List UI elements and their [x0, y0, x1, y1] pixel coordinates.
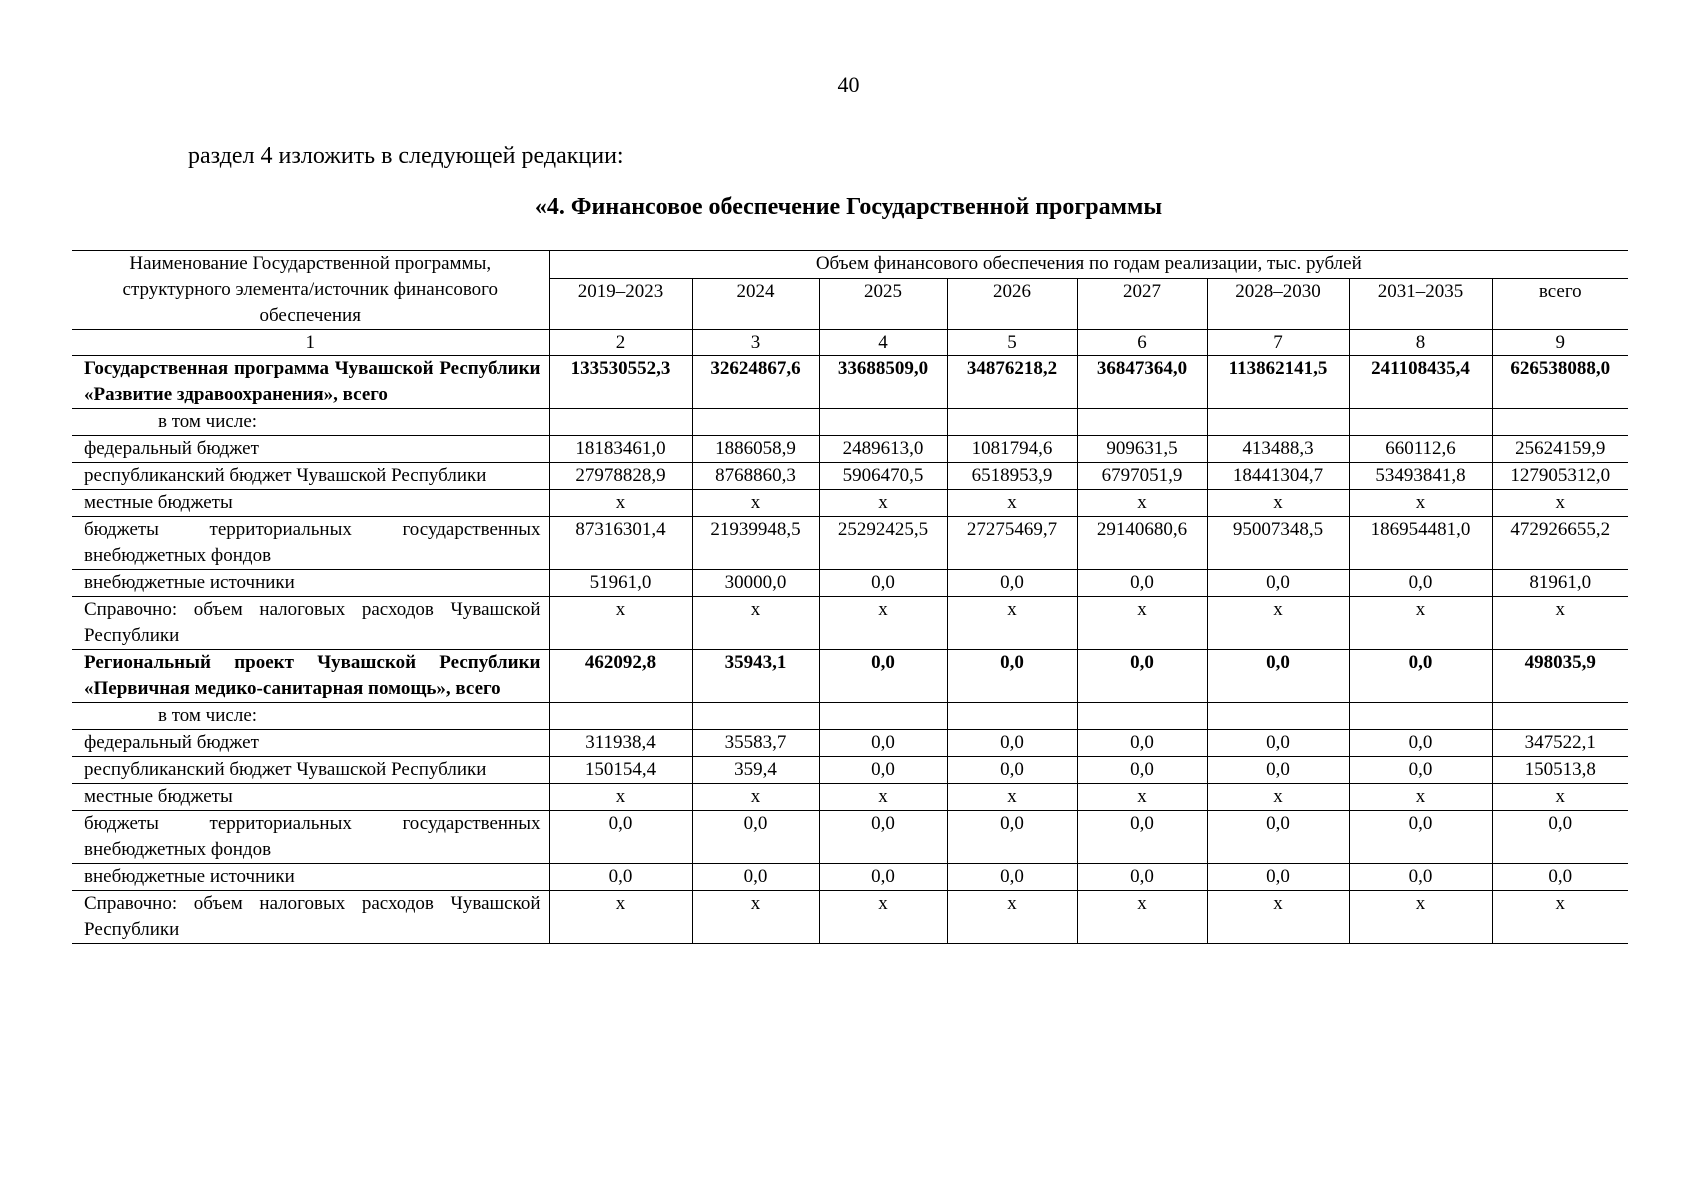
intro-text: раздел 4 изложить в следующей редакции:	[188, 143, 624, 169]
row-value: 81961,0	[1492, 570, 1628, 597]
table-row	[72, 409, 1628, 436]
row-value	[549, 409, 692, 436]
column-number: 9	[1492, 330, 1628, 356]
row-value: 6518953,9	[947, 463, 1077, 490]
header-year: 2025	[819, 279, 947, 330]
row-value: 0,0	[549, 864, 692, 891]
row-value: x	[549, 891, 692, 944]
header-year: 2019–2023	[549, 279, 692, 330]
row-value: x	[819, 597, 947, 650]
table-row	[72, 490, 1628, 517]
column-number: 1	[72, 330, 549, 356]
table-row	[72, 703, 1628, 730]
row-name: Государственная программа Чувашской Республики «Развитие здравоохранения», всего	[72, 356, 549, 409]
row-value: 0,0	[819, 864, 947, 891]
table-row	[72, 811, 1628, 864]
row-name: республиканский бюджет Чувашской Республики	[72, 757, 549, 784]
row-value: x	[947, 597, 1077, 650]
row-value: x	[1492, 784, 1628, 811]
row-value: 0,0	[1207, 570, 1349, 597]
row-value	[1207, 703, 1349, 730]
row-value: 0,0	[819, 811, 947, 864]
row-value: x	[1492, 490, 1628, 517]
row-value: x	[1492, 891, 1628, 944]
row-name: федеральный бюджет	[72, 436, 549, 463]
row-value: x	[692, 490, 819, 517]
row-value	[549, 703, 692, 730]
row-value: 34876218,2	[947, 356, 1077, 409]
row-value	[1077, 409, 1207, 436]
row-value: x	[1349, 597, 1492, 650]
row-value: 0,0	[1349, 570, 1492, 597]
row-value: 1081794,6	[947, 436, 1077, 463]
row-value: 241108435,4	[1349, 356, 1492, 409]
row-value: 0,0	[947, 811, 1077, 864]
table-row	[72, 891, 1628, 944]
row-value: 0,0	[947, 570, 1077, 597]
row-value: 0,0	[1349, 757, 1492, 784]
table-row	[72, 864, 1628, 891]
column-number: 2	[549, 330, 692, 356]
row-value: 8768860,3	[692, 463, 819, 490]
row-value: 0,0	[1349, 650, 1492, 703]
row-value: x	[692, 891, 819, 944]
row-name: в том числе:	[72, 409, 549, 436]
row-value: 133530552,3	[549, 356, 692, 409]
row-value: x	[1077, 784, 1207, 811]
header-row-volume	[72, 251, 1628, 279]
row-value	[1349, 703, 1492, 730]
row-name: федеральный бюджет	[72, 730, 549, 757]
row-value: 0,0	[1077, 811, 1207, 864]
row-value: 498035,9	[1492, 650, 1628, 703]
row-value	[947, 409, 1077, 436]
row-value: 0,0	[1492, 811, 1628, 864]
page-number: 40	[837, 72, 860, 97]
header-total: всего	[1492, 279, 1628, 330]
row-value	[1207, 409, 1349, 436]
row-value: 0,0	[947, 650, 1077, 703]
row-name: Справочно: объем налоговых расходов Чувашской Республики	[72, 597, 549, 650]
row-value: 0,0	[692, 811, 819, 864]
row-value: 0,0	[1077, 864, 1207, 891]
row-value: x	[819, 784, 947, 811]
header-row-column-numbers	[72, 330, 1628, 356]
row-value: 0,0	[947, 757, 1077, 784]
row-value	[1077, 703, 1207, 730]
row-value: 0,0	[692, 864, 819, 891]
row-value: x	[1077, 490, 1207, 517]
row-value: x	[947, 490, 1077, 517]
row-value: 0,0	[1207, 757, 1349, 784]
row-value	[1349, 409, 1492, 436]
row-value: 0,0	[947, 864, 1077, 891]
row-value: x	[1349, 490, 1492, 517]
column-number: 3	[692, 330, 819, 356]
header-year: 2031–2035	[1349, 279, 1492, 330]
row-value: 186954481,0	[1349, 517, 1492, 570]
row-value: x	[692, 597, 819, 650]
row-value: 472926655,2	[1492, 517, 1628, 570]
header-year: 2027	[1077, 279, 1207, 330]
row-name: местные бюджеты	[72, 784, 549, 811]
row-value: x	[692, 784, 819, 811]
row-value: x	[1349, 784, 1492, 811]
row-value: 18441304,7	[1207, 463, 1349, 490]
row-value: 0,0	[1077, 570, 1207, 597]
row-value: 0,0	[1207, 811, 1349, 864]
row-value: 150513,8	[1492, 757, 1628, 784]
row-value: 2489613,0	[819, 436, 947, 463]
row-value	[692, 409, 819, 436]
row-value: 0,0	[1207, 864, 1349, 891]
row-value: 25624159,9	[1492, 436, 1628, 463]
row-value: 18183461,0	[549, 436, 692, 463]
table-row	[72, 784, 1628, 811]
row-value: 21939948,5	[692, 517, 819, 570]
table-row	[72, 597, 1628, 650]
row-value: x	[1207, 891, 1349, 944]
header-year: 2024	[692, 279, 819, 330]
row-value: 36847364,0	[1077, 356, 1207, 409]
row-value: 626538088,0	[1492, 356, 1628, 409]
row-value: x	[1207, 784, 1349, 811]
row-name: республиканский бюджет Чувашской Республики	[72, 463, 549, 490]
row-value: 0,0	[819, 650, 947, 703]
column-number: 8	[1349, 330, 1492, 356]
row-value: 0,0	[819, 757, 947, 784]
row-value: 347522,1	[1492, 730, 1628, 757]
financing-table	[72, 250, 1628, 944]
row-value: 35943,1	[692, 650, 819, 703]
table-row-total	[72, 356, 1628, 409]
column-number: 6	[1077, 330, 1207, 356]
row-value: 1886058,9	[692, 436, 819, 463]
row-value: x	[549, 490, 692, 517]
row-value	[947, 703, 1077, 730]
row-value	[1492, 703, 1628, 730]
row-value: x	[1492, 597, 1628, 650]
row-value: 462092,8	[549, 650, 692, 703]
row-value: x	[1077, 597, 1207, 650]
row-value: 29140680,6	[1077, 517, 1207, 570]
row-name: внебюджетные источники	[72, 570, 549, 597]
row-value: 0,0	[1207, 730, 1349, 757]
row-value: 311938,4	[549, 730, 692, 757]
row-value: 30000,0	[692, 570, 819, 597]
table-row	[72, 757, 1628, 784]
table-row-total	[72, 650, 1628, 703]
row-value: x	[947, 784, 1077, 811]
row-name: местные бюджеты	[72, 490, 549, 517]
row-value: 87316301,4	[549, 517, 692, 570]
row-value: 909631,5	[1077, 436, 1207, 463]
header-year: 2026	[947, 279, 1077, 330]
row-value: 95007348,5	[1207, 517, 1349, 570]
header-volume: Объем финансового обеспечения по годам реализации, тыс. рублей	[549, 251, 1628, 279]
row-value: x	[819, 490, 947, 517]
row-name: бюджеты территориальных государственных внебюджетных фондов	[72, 517, 549, 570]
row-value: 0,0	[819, 730, 947, 757]
column-number: 5	[947, 330, 1077, 356]
row-value: 359,4	[692, 757, 819, 784]
row-value: 127905312,0	[1492, 463, 1628, 490]
row-value: x	[1207, 490, 1349, 517]
row-value	[1492, 409, 1628, 436]
table-row	[72, 730, 1628, 757]
row-name: Региональный проект Чувашской Республики «Первичная медико-санитарная помощь», всего	[72, 650, 549, 703]
row-value: 0,0	[1077, 757, 1207, 784]
row-value: x	[819, 891, 947, 944]
row-value	[819, 409, 947, 436]
row-value	[692, 703, 819, 730]
row-name: бюджеты территориальных государственных внебюджетных фондов	[72, 811, 549, 864]
table-row	[72, 463, 1628, 490]
row-name: внебюджетные источники	[72, 864, 549, 891]
row-value: 150154,4	[549, 757, 692, 784]
row-value: x	[549, 784, 692, 811]
header-year: 2028–2030	[1207, 279, 1349, 330]
row-value: x	[1077, 891, 1207, 944]
row-value: x	[1349, 891, 1492, 944]
row-value: 35583,7	[692, 730, 819, 757]
row-value: 0,0	[1077, 730, 1207, 757]
row-value: 0,0	[1349, 864, 1492, 891]
row-value: 0,0	[1349, 811, 1492, 864]
row-value: 51961,0	[549, 570, 692, 597]
row-value: 6797051,9	[1077, 463, 1207, 490]
section-title: «4. Финансовое обеспечение Государственной программы	[534, 194, 1163, 220]
row-value: 5906470,5	[819, 463, 947, 490]
row-value: 0,0	[1077, 650, 1207, 703]
row-value: 113862141,5	[1207, 356, 1349, 409]
table-body	[72, 251, 1628, 944]
row-name: Справочно: объем налоговых расходов Чувашской Республики	[72, 891, 549, 944]
row-value: 32624867,6	[692, 356, 819, 409]
row-value: 0,0	[1492, 864, 1628, 891]
row-value: 413488,3	[1207, 436, 1349, 463]
row-value: 27978828,9	[549, 463, 692, 490]
table-row	[72, 570, 1628, 597]
row-value: x	[549, 597, 692, 650]
row-value: 0,0	[1349, 730, 1492, 757]
row-name: в том числе:	[72, 703, 549, 730]
row-value: x	[1207, 597, 1349, 650]
row-value: 53493841,8	[1349, 463, 1492, 490]
row-value: 0,0	[549, 811, 692, 864]
row-value: 0,0	[1207, 650, 1349, 703]
row-value: 25292425,5	[819, 517, 947, 570]
header-name-column: Наименование Государственной программы, структурного элемента/источник финансового обеспечения	[72, 251, 549, 330]
table-row	[72, 517, 1628, 570]
row-value: 0,0	[947, 730, 1077, 757]
row-value: x	[947, 891, 1077, 944]
row-value	[819, 703, 947, 730]
column-number: 7	[1207, 330, 1349, 356]
table-row	[72, 436, 1628, 463]
column-number: 4	[819, 330, 947, 356]
row-value: 27275469,7	[947, 517, 1077, 570]
row-value: 660112,6	[1349, 436, 1492, 463]
row-value: 33688509,0	[819, 356, 947, 409]
row-value: 0,0	[819, 570, 947, 597]
